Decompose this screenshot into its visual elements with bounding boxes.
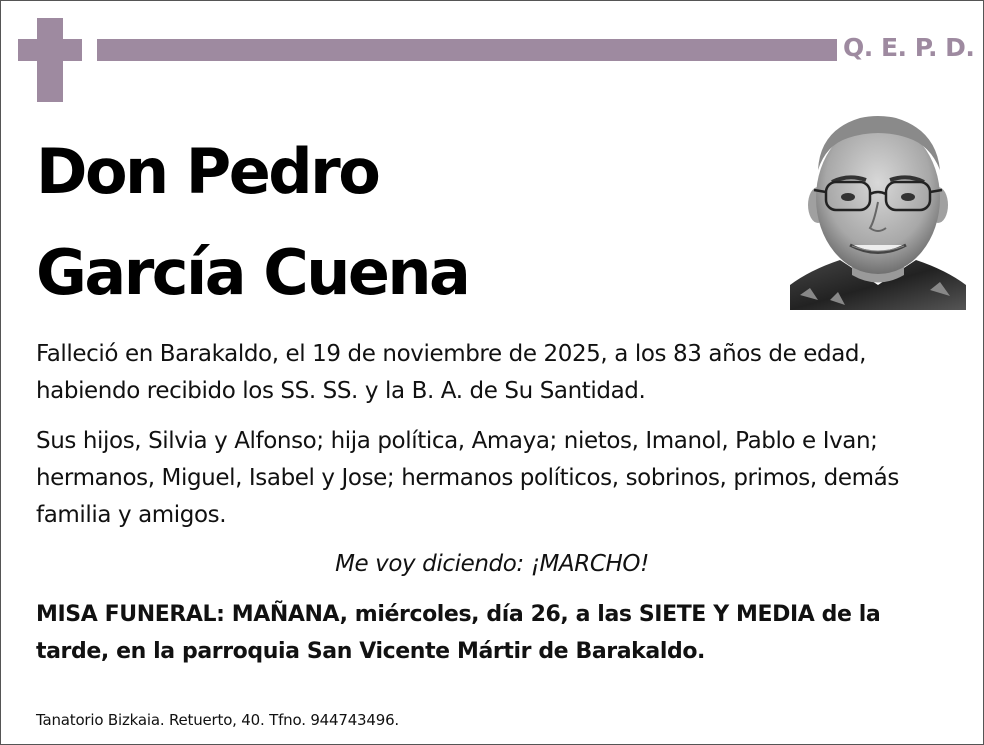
deceased-name-line2: García Cuena <box>36 236 469 309</box>
qepd-label: Q. E. P. D. <box>843 33 975 62</box>
family-list: Sus hijos, Silvia y Alfonso; hija política, Amaya; nietos, Imanol, Pablo e Ivan; hermanos, Miguel, Isabel y Jose; hermanos políticos, sobrinos, primos, demás familia y amigos. <box>36 428 899 528</box>
funeral-home-info: Tanatorio Bizkaia. Retuerto, 40. Tfno. 944743496. <box>36 711 399 729</box>
cross-icon-horizontal <box>18 39 82 61</box>
header-bar <box>97 39 837 61</box>
deceased-name-line1: Don Pedro <box>36 135 379 208</box>
portrait-photo <box>790 110 966 310</box>
funeral-mass-info: MISA FUNERAL: MAÑANA, miércoles, día 26, a las SIETE Y MEDIA de la tarde, en la parroquia San Vicente Mártir de Barakaldo. <box>36 602 881 664</box>
farewell-quote: Me voy diciendo: ¡MARCHO! <box>335 551 649 577</box>
portrait-illustration <box>790 110 966 310</box>
death-notice: Falleció en Barakaldo, el 19 de noviembre de 2025, a los 83 años de edad, habiendo recibido los SS. SS. y la B. A. de Su Santidad. <box>36 341 867 404</box>
